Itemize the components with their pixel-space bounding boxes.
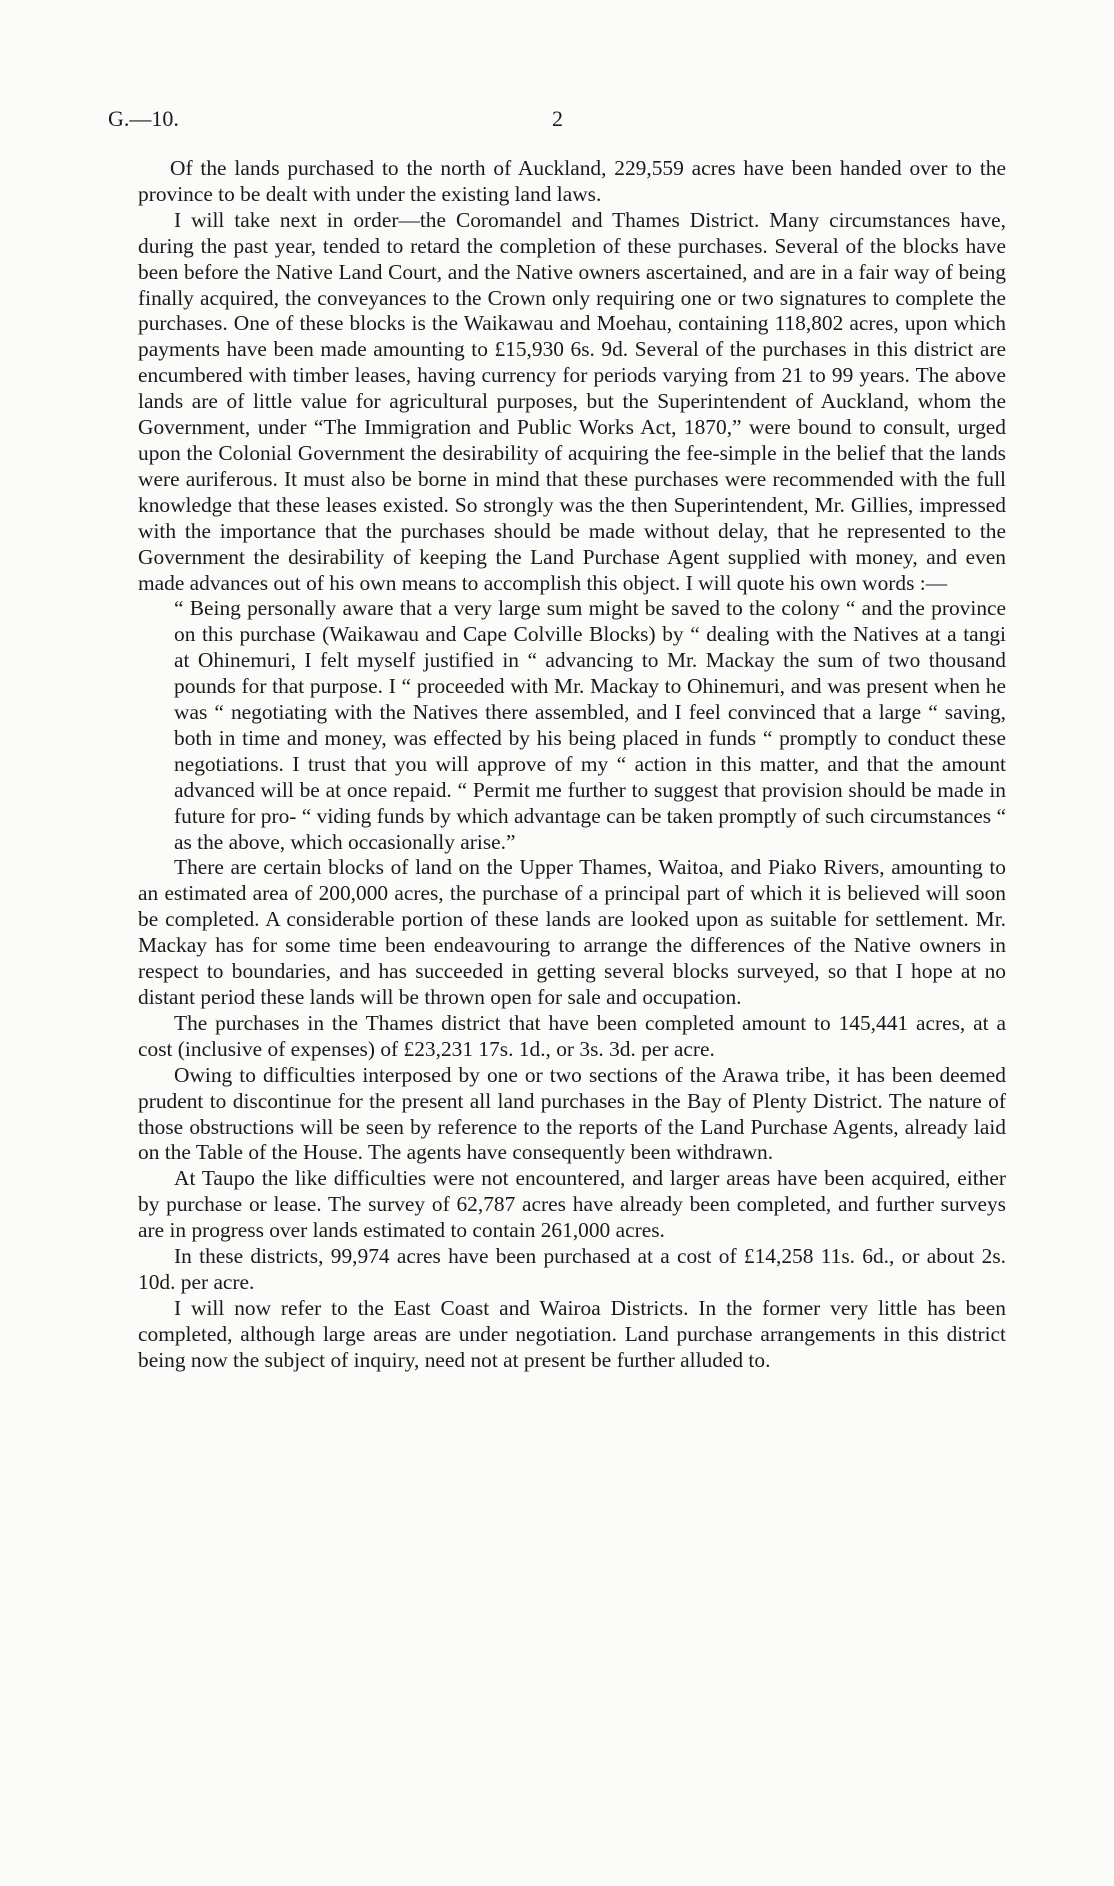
paragraph-north-auckland: Of the lands purchased to the north of Auckland, 229,559 acres have been handed over to the province to be dealt with under the existing land laws. xyxy=(138,156,1006,206)
paragraph-district-costs: In these districts, 99,974 acres have been purchased at a cost of £14,258 11s. 6d., or about 2s. 10d. per acre. xyxy=(138,1244,1006,1294)
paragraph-upper-thames: There are certain blocks of land on the Upper Thames, Waitoa, and Piako Rivers, amounting to an estimated area of 200,000 acres, the purchase of a principal part of which it is believed will soon be completed. A considerable portion of these lands are looked upon as suitable for settlement. Mr. Mackay has for some time been endeavouring to arrange the differences of the Native owners in respect to boundaries, and has succeeded in getting several blocks surveyed, so that I hope at no distant period these lands will be thrown open for sale and occupation. xyxy=(138,855,1006,1009)
paragraph-taupo: At Taupo the like difficulties were not encountered, and larger areas have been acquired, either by purchase or lease. The survey of 62,787 acres have already been completed, and further surveys are in progress over lands estimated to contain 261,000 acres. xyxy=(138,1166,1006,1243)
paragraph-coromandel-thames: I will take next in order—the Coromandel and Thames District. Many circumstances have, during the past year, tended to retard the completion of these purchases. Several of the blocks have been before the Native Land Court, and the Native owners ascertained, and are in a fair way of being finally acquired, the conveyances to the Crown only requiring one or two signatures to complete the purchases. One of these blocks is the Waikawau and Moehau, containing 118,802 acres, upon which payments have been made amounting to £15,930 6s. 9d. Several of the purchases in this district are encumbered with timber leases, having currency for periods varying from 21 to 99 years. The above lands are of little value for agricultural purposes, but the Superintendent of Auckland, whom the Government, under “The Immigration and Public Works Act, 1870,” were bound to consult, urged upon the Colonial Government the desirability of acquiring the fee-simple in the belief that the lands were auriferous. It must also be borne in mind that these purchases were recommended with the full knowledge that these leases existed. So strongly was the then Superintendent, Mr. Gillies, impressed with the importance that the purchases should be made without delay, that he represented to the Government the desirability of keeping the Land Purchase Agent supplied with money, and even made advances out of his own means to accomplish this object. I will quote his own words :— xyxy=(138,207,1006,595)
quotation-gillies: “ Being personally aware that a very large sum might be saved to the colony “ and the province on this purchase (Waikawau and Cape Colville Blocks) by “ dealing with the Natives at a tangi at Ohinemuri, I felt myself justified in “ advancing to Mr. Mackay the sum of two thousand pounds for that purpose. I “ proceeded with Mr. Mackay to Ohinemuri, and was present when he was “ negotiating with the Natives there assembled, and I feel convinced that a large “ saving, both in time and money, was effected by his being placed in funds “ promptly to conduct these negotiations. I trust that you will approve of my “ action in this matter, and that the amount advanced will be at once repaid. “ Permit me further to suggest that provision should be made in future for pro- “ viding funds by which advantage can be taken promptly of such circumstances “ as the above, which occasionally arise.” xyxy=(174,596,1006,854)
body-text xyxy=(138,156,1006,1374)
document-reference: G.—10. xyxy=(108,106,179,131)
paragraph-bay-of-plenty: Owing to difficulties interposed by one or two sections of the Arawa tribe, it has been deemed prudent to discontinue for the present all land purchases in the Bay of Plenty District. The nature of those obstructions will be seen by reference to the reports of the Land Purchase Agents, already laid on the Table of the House. The agents have consequently been withdrawn. xyxy=(138,1062,1006,1165)
page-number: 2 xyxy=(552,106,563,131)
paragraph-thames-purchases: The purchases in the Thames district that have been completed amount to 145,441 acres, at a cost (inclusive of expenses) of £23,231 17s. 1d., or 3s. 3d. per acre. xyxy=(138,1010,1006,1061)
paragraph-east-coast-wairoa: I will now refer to the East Coast and Wairoa Districts. In the former very little has been completed, although large areas are under negotiation. Land purchase arrangements in this district being now the subject of inquiry, need not at present be further alluded to. xyxy=(138,1295,1006,1372)
